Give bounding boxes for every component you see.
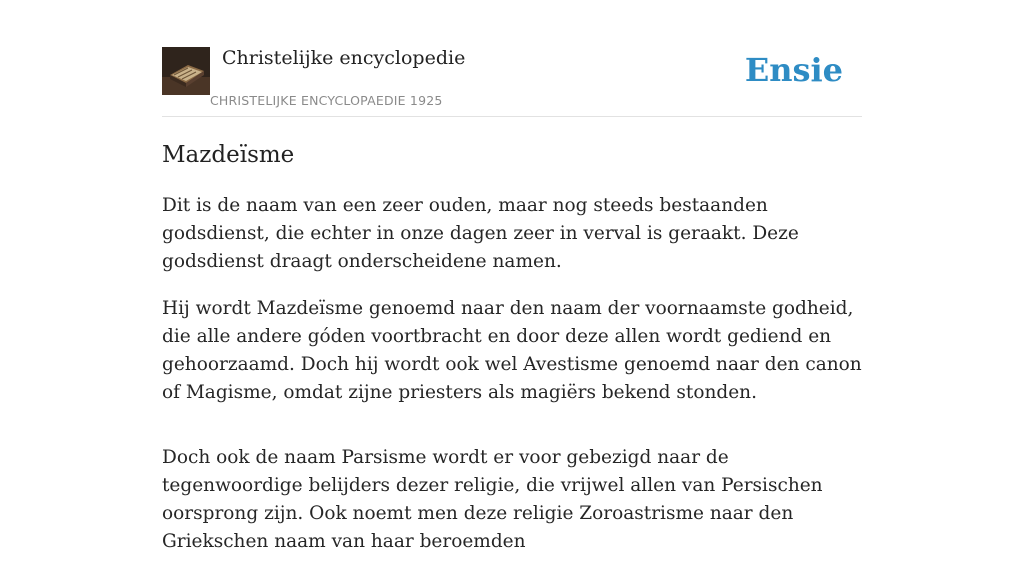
article-body [162,192,864,575]
site-subtitle: CHRISTELIJKE ENCYCLOPAEDIE 1925 [210,93,443,108]
site-name[interactable]: Christelijke encyclopedie [222,47,466,69]
encyclopedia-book-avatar-icon[interactable] [162,47,210,95]
site-header [162,46,862,117]
article-title: Mazdeïsme [162,142,295,168]
article-paragraph: Hij wordt Mazdeïsme genoemd naar den naam der voornaamste godheid, die alle andere góden voortbracht en door deze allen wordt gediend en gehoorzaamd. Doch hij wordt ook wel Avestisme genoemd naar den canon of Magisme, omdat zijne priesters als magiërs bekend stonden. [162,298,862,403]
ensie-logo-link[interactable]: Ensie [744,51,843,89]
article-paragraph: Dit is de naam van een zeer ouden, maar nog steeds bestaanden godsdienst, die echter in onze dagen zeer in verval is geraakt. Deze godsdienst draagt onderscheidene namen. [162,195,799,272]
article-paragraph: Doch ook de naam Parsisme wordt er voor gebezigd naar de tegenwoordige belijders dezer religie, die vrijwel allen van Persischen oorsprong zijn. Ook noemt men deze religie Zoroastrisme naar den Griekschen naam van haar beroemden [162,447,823,552]
